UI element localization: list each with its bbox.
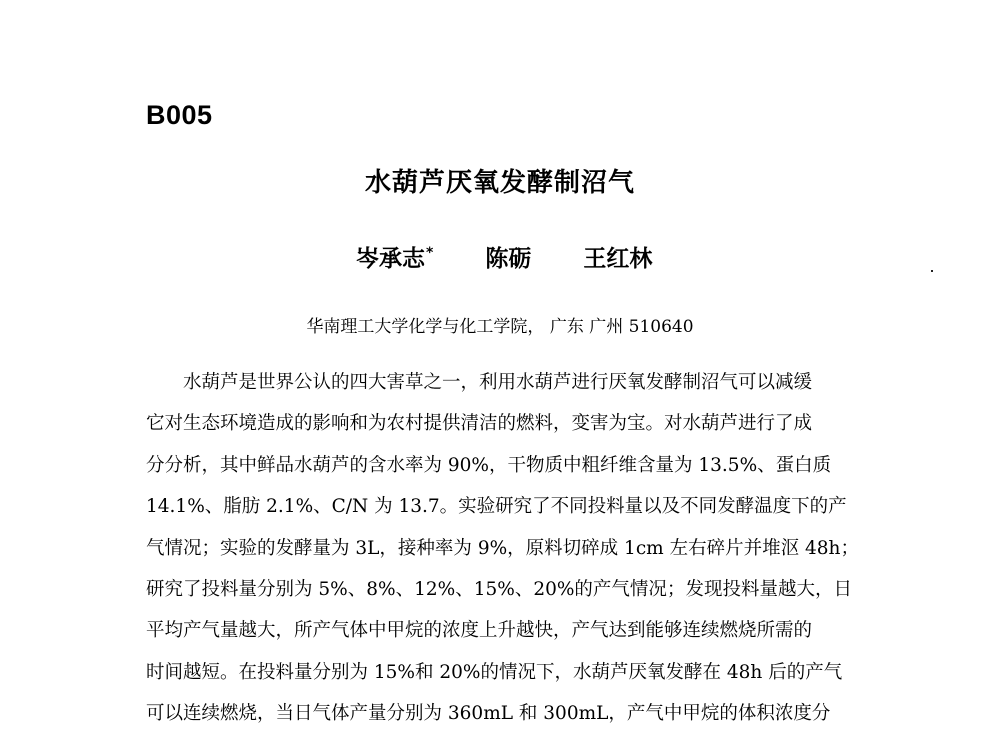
- abstract-line: 平均产气量越大，所产气体中甲烷的浓度上升越快，产气达到能够连续燃烧所需的: [146, 620, 813, 642]
- author-name: 王红林: [583, 246, 653, 272]
- author-name: 岑承志*: [356, 245, 434, 272]
- author-list: [356, 240, 652, 273]
- abstract-line: 分分析，其中鲜品水葫芦的含水率为 90%，干物质中粗纤维含量为 13.5%、蛋白质: [146, 454, 832, 476]
- abstract-line: 可以连续燃烧，当日气体产量分别为 360mL 和 300mL，产气中甲烷的体积浓度分: [146, 703, 831, 725]
- abstract-line: 水葫芦是世界公认的四大害草之一，利用水葫芦进行厌氧发酵制沼气可以减缓: [183, 372, 813, 393]
- abstract-line: 时间越短。在投料量分别为 15%和 20%的情况下，水葫芦厌氧发酵在 48h 后的产气: [146, 661, 843, 683]
- abstract-paragraph: [146, 368, 891, 741]
- scan-speck: [931, 270, 933, 272]
- author-name: 陈砺: [485, 246, 532, 272]
- paper-code: B005: [146, 100, 213, 130]
- abstract-line: 研究了投料量分别为 5%、8%、12%、15%、20%的产气情况；发现投料量越大，日: [146, 578, 852, 600]
- abstract-line: 14.1%、脂肪 2.1%、C/N 为 13.7。实验研究了不同投料量以及不同发酵温度下的产: [146, 496, 847, 518]
- abstract-line: 气情况；实验的发酵量为 3L，接种率为 9%，原料切碎成 1cm 左右碎片并堆沤 48h；: [146, 537, 859, 559]
- corresponding-author-mark: *: [426, 245, 434, 261]
- abstract-line: 它对生态环境造成的影响和为农村提供清洁的燃料，变害为宝。对水葫芦进行了成: [146, 413, 813, 435]
- affiliation: 华南理工大学化学与化工学院， 广东 广州 510640: [306, 317, 694, 337]
- paper-title: 水葫芦厌氧发酵制沼气: [364, 168, 635, 198]
